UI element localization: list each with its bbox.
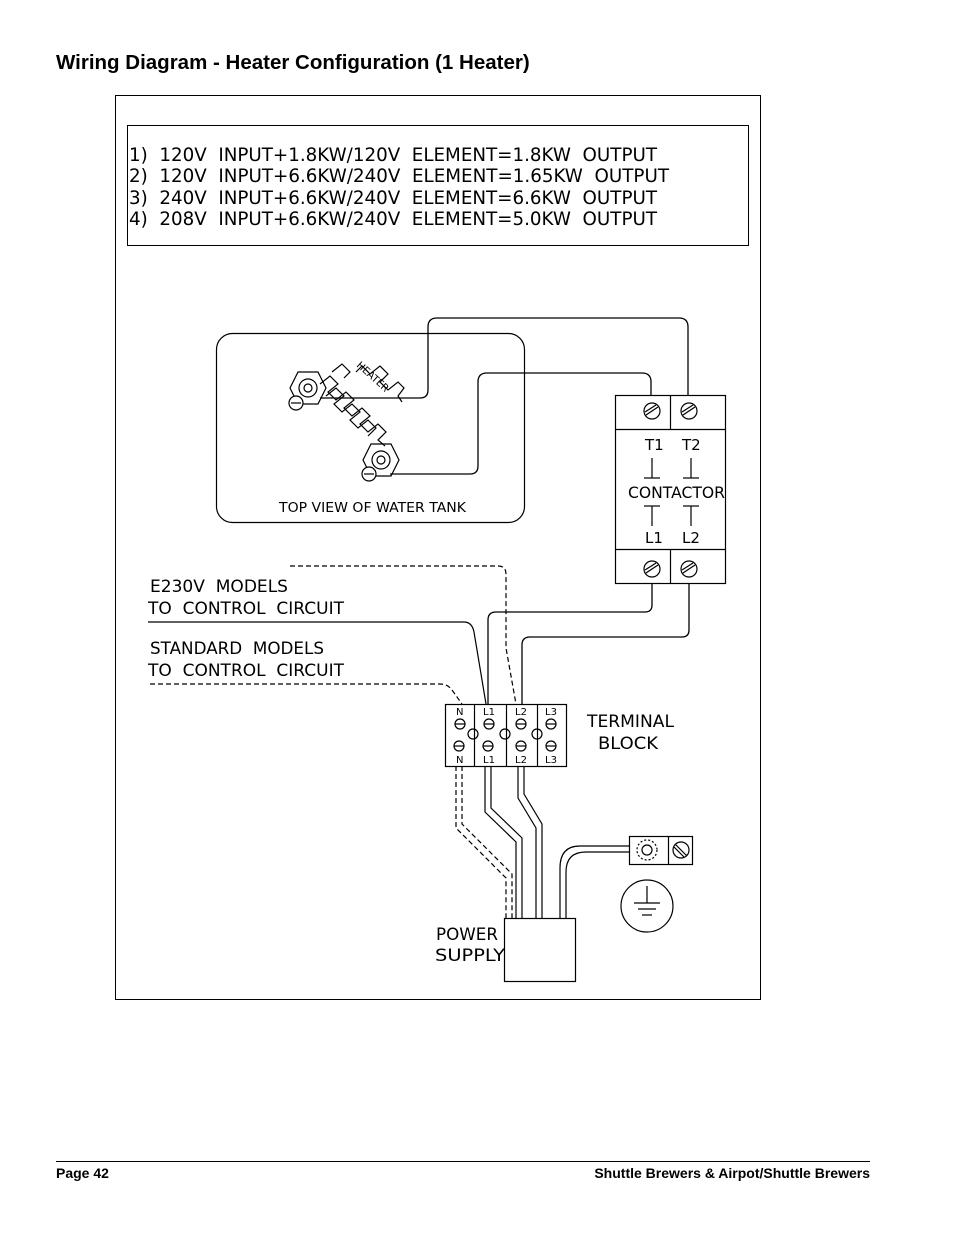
contactor-l1: L1	[645, 529, 663, 547]
contactor-label: CONTACTOR	[628, 483, 725, 502]
screw-icon	[516, 719, 526, 729]
power-supply-wires	[456, 766, 630, 918]
power-label-line1: POWER	[436, 925, 499, 945]
contactor	[616, 396, 726, 584]
page-number: Page 42	[56, 1165, 109, 1181]
screw-icon	[455, 719, 465, 729]
heater-element	[289, 360, 404, 481]
power-supply-box	[505, 919, 576, 982]
standard-label-line1: STANDARD MODELS	[150, 639, 324, 659]
footer-rule	[56, 1161, 870, 1162]
contactor-t2: T2	[682, 436, 701, 454]
terminal-top-l3: L3	[545, 707, 557, 718]
terminal-bottom-l2: L2	[515, 755, 527, 766]
screw-icon	[546, 741, 556, 751]
terminal-bottom-n: N	[456, 755, 464, 766]
terminal-top-l1: L1	[483, 707, 495, 718]
product-name: Shuttle Brewers & Airpot/Shuttle Brewers	[594, 1165, 870, 1181]
config-line: 1) 120V INPUT+1.8KW/120V ELEMENT=1.8KW OUTPUT	[129, 144, 658, 166]
terminal-top-l2: L2	[515, 707, 527, 718]
contactor-t1: T1	[645, 436, 664, 454]
screw-icon	[483, 741, 493, 751]
config-table	[128, 126, 749, 246]
ground-terminal	[630, 837, 693, 865]
terminal-top-n: N	[456, 707, 464, 718]
screw-icon	[484, 719, 494, 729]
contactor-l2: L2	[682, 529, 700, 547]
page-title: Wiring Diagram - Heater Configuration (1 Heater)	[56, 51, 530, 74]
tank-caption: TOP VIEW OF WATER TANK	[277, 501, 467, 516]
contactor-wires	[488, 583, 689, 704]
screw-icon	[454, 741, 464, 751]
terminal-bottom-l3: L3	[545, 755, 557, 766]
config-line: 4) 208V INPUT+6.6KW/240V ELEMENT=5.0KW OUTPUT	[129, 208, 658, 230]
ground-symbol-icon	[621, 880, 673, 932]
config-line: 3) 240V INPUT+6.6KW/240V ELEMENT=6.6KW OUTPUT	[129, 187, 658, 209]
config-line: 2) 120V INPUT+6.6KW/240V ELEMENT=1.65KW OUTPUT	[129, 165, 670, 187]
terminal-label-line2: BLOCK	[598, 734, 659, 754]
screw-icon	[516, 741, 526, 751]
screw-icon	[546, 719, 556, 729]
terminal-label-line1: TERMINAL	[585, 712, 675, 732]
heater-label: HEATER	[353, 360, 391, 395]
terminal-block	[446, 705, 567, 767]
e230-label-line2: TO CONTROL CIRCUIT	[146, 599, 345, 619]
e230-label-line1: E230V MODELS	[150, 577, 288, 597]
standard-label-line2: TO CONTROL CIRCUIT	[146, 661, 345, 681]
terminal-bottom-l1: L1	[483, 755, 495, 766]
power-label-line2: SUPPLY	[435, 946, 506, 966]
